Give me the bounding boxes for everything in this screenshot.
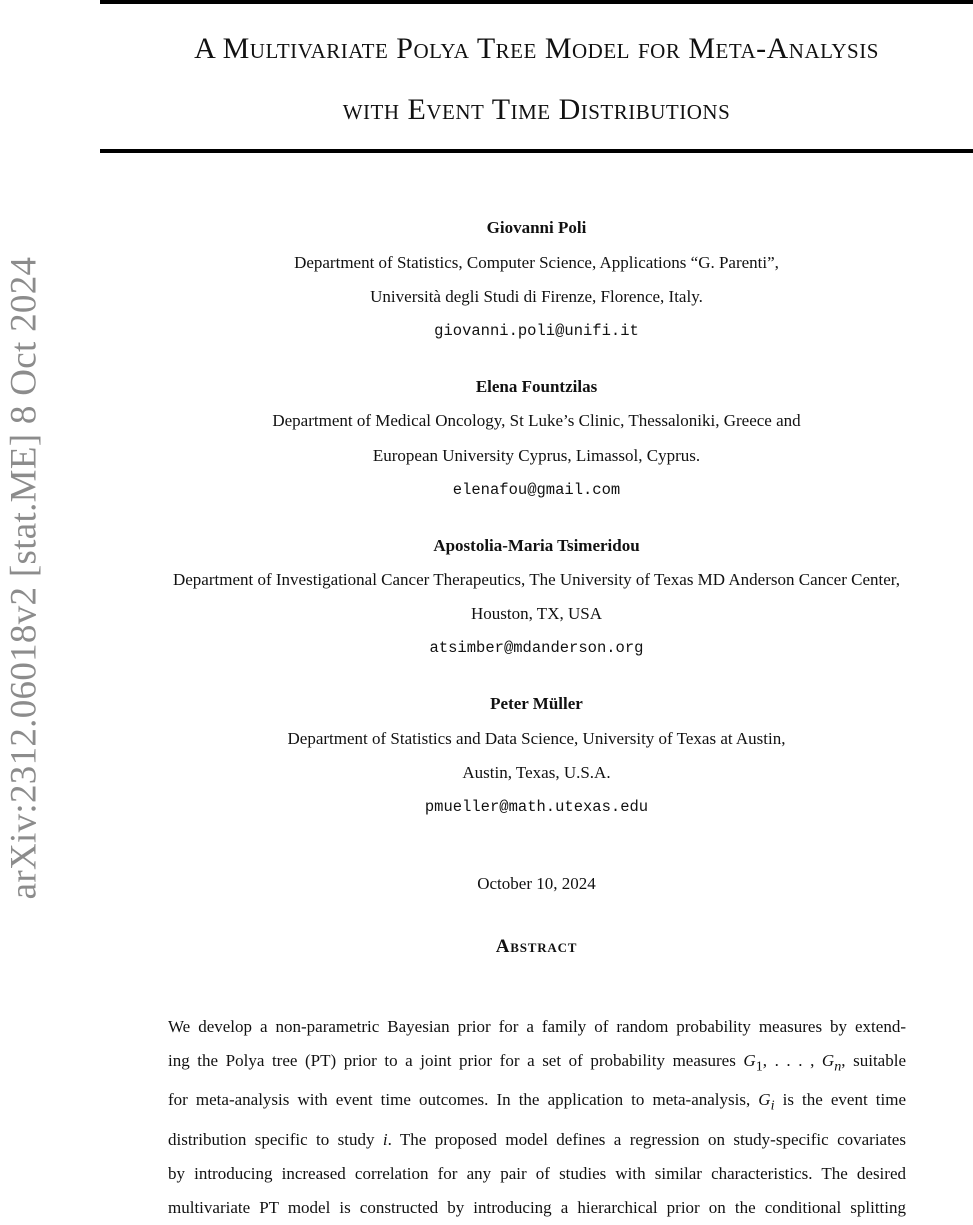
title-bottom-rule bbox=[100, 149, 973, 153]
arxiv-sidebar bbox=[0, 0, 48, 930]
author-name: Elena Fountzilas bbox=[475, 377, 598, 396]
author-affiliation: European University Cyprus, Limassol, Cyprus. bbox=[372, 446, 701, 465]
abstract-line: ing the Polya tree (PT) prior to a joint prior for a set of probability measures $G_1$, . . . , $G_n$, suitable bbox=[168, 1051, 906, 1075]
abstract-line: We develop a non-parametric Bayesian prior for a family of random probability measures by extend- bbox=[168, 1017, 906, 1036]
abstract-line: for meta-analysis with event time outcomes. In the application to meta-analysis, $G_i$ is the event time bbox=[168, 1090, 906, 1114]
author-affiliation: Università degli Studi di Firenze, Florence, Italy. bbox=[370, 287, 703, 306]
author-affiliation: Department of Investigational Cancer Therapeutics, The University of Texas MD Anderson Cancer Center, bbox=[172, 570, 901, 589]
author-affiliation: Austin, Texas, U.S.A. bbox=[462, 763, 611, 782]
author-email: elenafou@gmail.com bbox=[452, 481, 621, 499]
abstract-line: distribution specific to study i. The proposed model defines a regression on study-specific covariates bbox=[168, 1129, 906, 1149]
arxiv-identifier: arXiv:2312.06018v2 [stat.ME] 8 Oct 2024 bbox=[3, 256, 45, 900]
author-email: pmueller@math.utexas.edu bbox=[424, 798, 649, 816]
abstract-line: multivariate PT model is constructed by introducing a hierarchical prior on the conditional splitting bbox=[168, 1197, 906, 1217]
abstract-heading: Abstract bbox=[495, 936, 578, 957]
abstract-body bbox=[168, 1010, 906, 1225]
author-affiliation: Department of Statistics and Data Science, University of Texas at Austin, bbox=[287, 729, 786, 748]
author-affiliation: Department of Medical Oncology, St Luke’s Clinic, Thessaloniki, Greece and bbox=[272, 411, 801, 430]
author-affiliation: Houston, TX, USA bbox=[471, 604, 602, 623]
author-name: Giovanni Poli bbox=[486, 218, 587, 237]
author-email: giovanni.poli@unifi.it bbox=[434, 322, 639, 340]
abstract-line: by introducing increased correlation for any pair of studies with similar characteristics. The desired bbox=[168, 1163, 906, 1183]
author-email: atsimber@mdanderson.org bbox=[429, 639, 644, 657]
paper-title-line-1: A Multivariate Polya Tree Model for Meta-Analysis bbox=[194, 32, 879, 65]
paper-title-line-2: with Event Time Distributions bbox=[342, 93, 731, 126]
author-affiliation: Department of Statistics, Computer Science, Applications “G. Parenti”, bbox=[294, 253, 779, 272]
author-name: Apostolia-Maria Tsimeridou bbox=[433, 536, 640, 555]
publication-date: October 10, 2024 bbox=[477, 874, 596, 893]
author-name: Peter Müller bbox=[490, 694, 583, 713]
title-top-rule bbox=[100, 0, 973, 4]
